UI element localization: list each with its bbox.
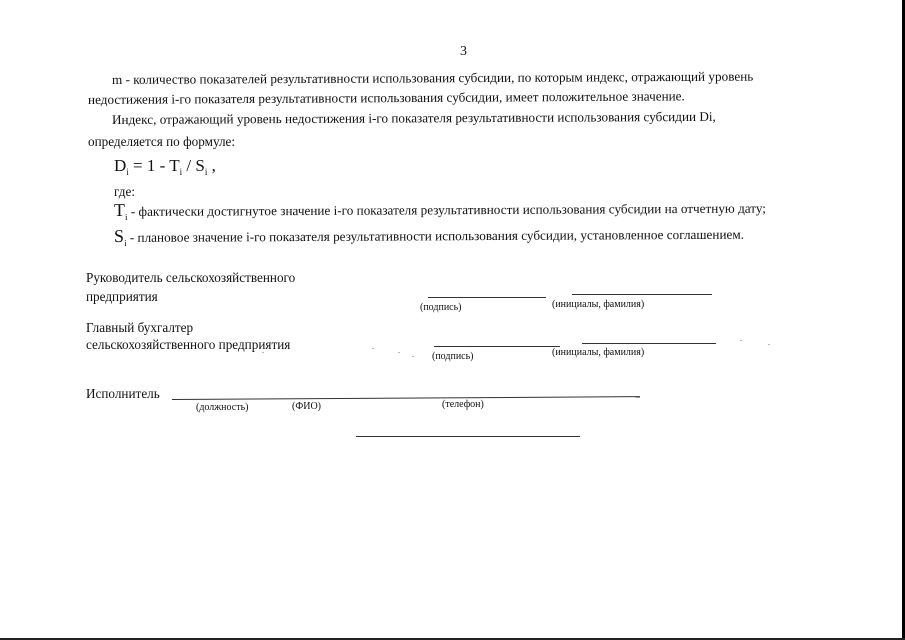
executor-phone-caption: (телефон) <box>442 399 484 410</box>
scan-speck <box>412 356 414 357</box>
scan-speck <box>768 344 770 345</box>
formula-eq: = 1 - <box>128 156 170 175</box>
head-sign-line <box>428 297 546 298</box>
paragraph1-line1: m - количество показателей результативности использования субсидии, по которым индекс, отражающий уровень <box>111 68 754 87</box>
executor-position-caption: (должность) <box>196 402 249 413</box>
scan-speck <box>372 348 374 349</box>
formula-t-sub: i <box>179 167 183 177</box>
page-number: 3 <box>460 44 467 59</box>
definition-s-sub: i <box>124 237 127 248</box>
executor-line <box>172 396 640 400</box>
head-name-line <box>572 294 712 295</box>
accountant-sign-caption: (подпись) <box>432 351 474 362</box>
head-sign-caption: (подпись) <box>420 302 462 313</box>
formula-tail: , <box>207 156 216 175</box>
definition-t-symbol: T <box>113 199 126 220</box>
scan-speck <box>262 352 264 353</box>
head-title-line1: Руководитель сельскохозяйственного <box>86 270 296 285</box>
head-name-caption: (инициалы, фамилия) <box>552 299 645 310</box>
formula-slash: / <box>182 156 196 175</box>
bottom-rule <box>356 436 580 437</box>
accountant-title-line1: Главный бухгалтер <box>86 320 194 335</box>
accountant-title-line2: сельскохозяйственного предприятия <box>86 337 291 352</box>
executor-label: Исполнитель <box>86 386 160 401</box>
formula-lhs: D <box>114 156 127 175</box>
paragraph2-line2: определяется по формуле: <box>88 134 236 149</box>
executor-fio-caption: (ФИО) <box>292 401 322 412</box>
formula-s-sub: i <box>204 167 208 177</box>
accountant-sign-line <box>434 346 560 347</box>
head-title-line2: предприятия <box>86 289 158 304</box>
definition-t <box>114 197 766 222</box>
scan-speck <box>398 352 400 353</box>
formula-s: S <box>195 156 205 175</box>
scan-speck <box>740 340 742 341</box>
definition-s <box>114 223 744 248</box>
definition-s-symbol: S <box>113 225 125 246</box>
paragraph1-line2: недостижения i-го показателя результативности использования субсидии, имеет положительное значение. <box>87 88 685 107</box>
formula-lhs-sub: i <box>126 167 129 177</box>
formula-t: T <box>169 156 180 175</box>
accountant-name-line <box>582 343 716 344</box>
definition-t-sub: i <box>125 211 128 222</box>
definition-t-text: - фактически достигнутое значение i-го показателя результативности использования субсидии на отчетную дату; <box>127 200 766 219</box>
accountant-name-caption: (инициалы, фамилия) <box>552 347 645 358</box>
definition-s-text: - плановое значение i-го показателя результативности использования субсидии, установленное соглашением. <box>126 226 745 245</box>
paragraph2-line1: Индекс, отражающий уровень недостижения i-го показателя результативности использования субсидии Di, <box>111 108 716 127</box>
where-label: где: <box>114 184 135 199</box>
formula <box>114 156 216 177</box>
